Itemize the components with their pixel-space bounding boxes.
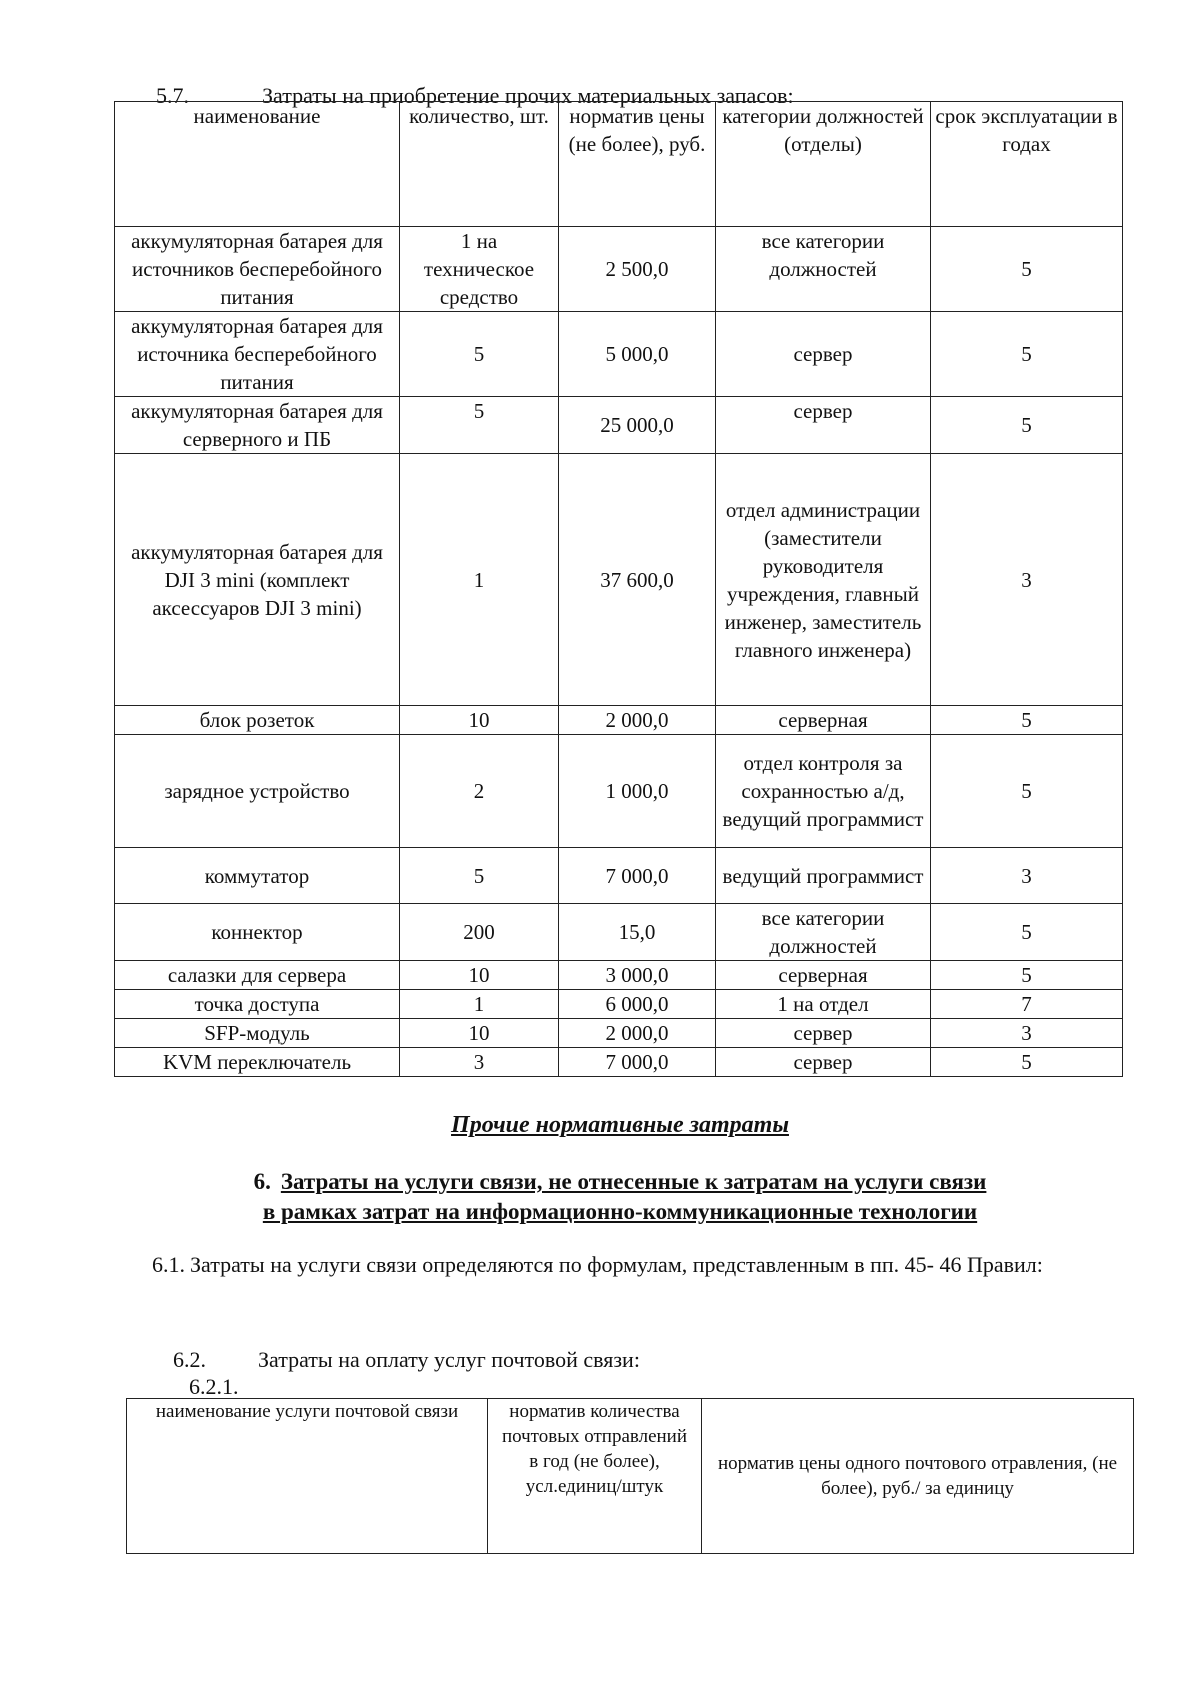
section-6-2-title: Затраты на оплату услуг почтовой связи: [258, 1347, 640, 1372]
table-row [115, 735, 1123, 848]
cell-category: сервер [716, 1048, 931, 1077]
cell-quantity: 2 [400, 735, 559, 848]
cell-name: зарядное устройство [115, 735, 400, 848]
cell-category: отдел контроля за сохранностью а/д, ведущий программист [716, 735, 931, 848]
cell-name: точка доступа [115, 990, 400, 1019]
cell-quantity: 200 [400, 904, 559, 961]
cell-term: 5 [931, 706, 1123, 735]
column-header-category: категории должностей (отделы) [716, 102, 931, 227]
cell-price: 37 600,0 [559, 454, 716, 706]
table-row [115, 397, 1123, 454]
cell-price: 7 000,0 [559, 1048, 716, 1077]
column-header-name: наименование [115, 102, 400, 227]
cell-name: аккумуляторная батарея для источников бесперебойного питания [115, 227, 400, 312]
cell-price: 2 000,0 [559, 1019, 716, 1048]
cell-term: 5 [931, 735, 1123, 848]
cell-category: сервер [716, 397, 931, 454]
cell-term: 5 [931, 397, 1123, 454]
cell-name: коммутатор [115, 848, 400, 904]
cell-quantity: 1 [400, 990, 559, 1019]
cell-name: блок розеток [115, 706, 400, 735]
cell-quantity: 10 [400, 706, 559, 735]
cell-category: серверная [716, 706, 931, 735]
cell-quantity: 1 на техническое средство [400, 227, 559, 312]
section-6-title-text-2: в рамках затрат на информационно-коммуникационные технологии [262, 1199, 978, 1224]
section-6-title-line2 [0, 1197, 1200, 1227]
cell-term: 5 [931, 227, 1123, 312]
cell-price: 3 000,0 [559, 961, 716, 990]
table-row [115, 990, 1123, 1019]
cell-term: 3 [931, 454, 1123, 706]
cell-price: 25 000,0 [559, 397, 716, 454]
table-row [115, 1048, 1123, 1077]
cell-price: 2 000,0 [559, 706, 716, 735]
cell-name: аккумуляторная батарея для DJI 3 mini (комплект аксессуаров DJI 3 mini) [115, 454, 400, 706]
paragraph-6-1-text: Затраты на услуги связи определяются по формулам, представленным в пп. 45- 46 Правил: [190, 1252, 1043, 1277]
cell-price: 5 000,0 [559, 312, 716, 397]
cell-quantity: 5 [400, 848, 559, 904]
section-6-title-text: Затраты на услуги связи, не отнесенные к затратам на услуги связи [280, 1169, 987, 1194]
section-5-7-number: 5.7. [156, 83, 189, 108]
table-row [115, 454, 1123, 706]
cell-term: 3 [931, 1019, 1123, 1048]
cell-price: 7 000,0 [559, 848, 716, 904]
cell-quantity: 3 [400, 1048, 559, 1077]
paragraph-6-1-number: 6.1. [152, 1252, 185, 1277]
cell-name: KVM переключатель [115, 1048, 400, 1077]
cell-name: салазки для сервера [115, 961, 400, 990]
table-row [115, 961, 1123, 990]
cell-term: 7 [931, 990, 1123, 1019]
cell-category: все категории должностей [716, 227, 931, 312]
cell-price: 2 500,0 [559, 227, 716, 312]
cell-term: 5 [931, 1048, 1123, 1077]
section-6-number: 6. [253, 1169, 271, 1194]
cell-name: аккумуляторная батарея для источника бесперебойного питания [115, 312, 400, 397]
cell-quantity: 5 [400, 397, 559, 454]
table-row [115, 904, 1123, 961]
section-6-title-line1 [0, 1167, 1200, 1197]
cell-term: 5 [931, 961, 1123, 990]
column-header-quantity-norm: норматив количества почтовых отправлений в год (не более), усл.единиц/штук [488, 1399, 702, 1554]
cell-quantity: 10 [400, 961, 559, 990]
cell-category: отдел администрации (заместители руководителя учреждения, главный инженер, заместитель главного инженера) [716, 454, 931, 706]
cell-category: сервер [716, 312, 931, 397]
table-row [115, 1019, 1123, 1048]
table-header-row [115, 102, 1123, 227]
heading-other-costs: Прочие нормативные затраты [451, 1112, 789, 1138]
cell-term: 3 [931, 848, 1123, 904]
cell-term: 5 [931, 904, 1123, 961]
table-row [115, 227, 1123, 312]
cell-quantity: 10 [400, 1019, 559, 1048]
cell-quantity: 5 [400, 312, 559, 397]
table-row [115, 706, 1123, 735]
cell-price: 1 000,0 [559, 735, 716, 848]
table-row [115, 848, 1123, 904]
cell-name: SFP-модуль [115, 1019, 400, 1048]
cell-quantity: 1 [400, 454, 559, 706]
cell-category: 1 на отдел [716, 990, 931, 1019]
column-header-price: норматив цены (не более), руб. [559, 102, 716, 227]
section-5-7-title: Затраты на приобретение прочих материальных запасов: [262, 83, 794, 108]
column-header-service-name: наименование услуги почтовой связи [127, 1399, 488, 1554]
section-6-2-1-number: 6.2.1. [189, 1374, 239, 1399]
cell-price: 6 000,0 [559, 990, 716, 1019]
table-row [115, 312, 1123, 397]
cell-category: все категории должностей [716, 904, 931, 961]
cell-price: 15,0 [559, 904, 716, 961]
section-6-2-number: 6.2. [173, 1347, 206, 1372]
column-header-quantity: количество, шт. [400, 102, 559, 227]
column-header-price-norm: норматив цены одного почтового отравления, (не более), руб./ за единицу [702, 1399, 1134, 1554]
table-header-row [127, 1399, 1134, 1554]
cell-category: серверная [716, 961, 931, 990]
cell-term: 5 [931, 312, 1123, 397]
materials-table [114, 101, 1123, 1077]
column-header-term: срок эксплуатации в годах [931, 102, 1123, 227]
cell-category: сервер [716, 1019, 931, 1048]
cell-name: коннектор [115, 904, 400, 961]
cell-category: ведущий программист [716, 848, 931, 904]
postal-services-table [126, 1398, 1134, 1554]
cell-name: аккумуляторная батарея для серверного и ПБ [115, 397, 400, 454]
